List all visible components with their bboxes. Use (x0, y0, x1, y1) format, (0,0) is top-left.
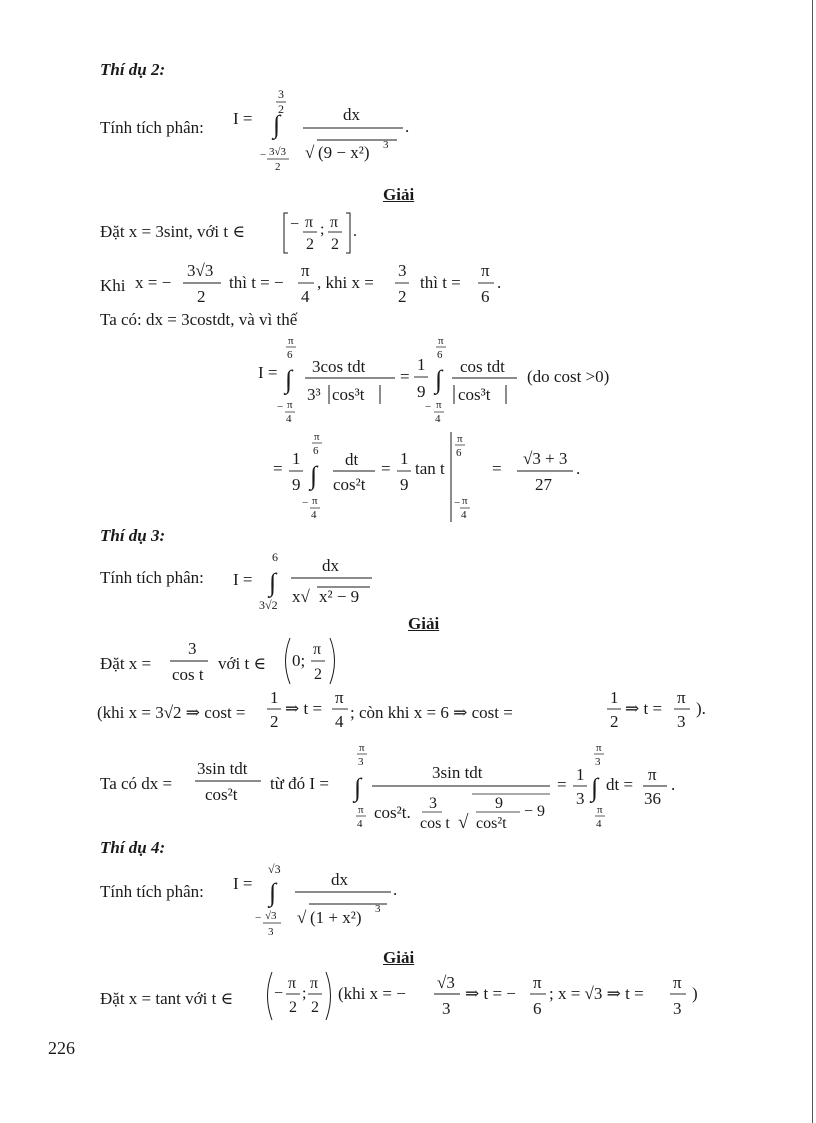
svg-text:.: . (393, 880, 398, 899)
example-2-note: (do cost >0) (527, 367, 610, 386)
svg-text:9: 9 (400, 475, 409, 494)
svg-text:x√: x√ (292, 587, 310, 606)
svg-text:π: π (597, 804, 603, 816)
svg-text:0;: 0; (292, 651, 306, 670)
svg-text:π: π (596, 742, 602, 754)
svg-text:2: 2 (314, 666, 322, 683)
svg-text:cos²t: cos²t (205, 785, 238, 804)
example-2-substitution: Đặt x = 3sint, với t ∈ (100, 222, 245, 241)
example-2-khi: Khi (100, 276, 126, 295)
svg-text:3: 3 (358, 756, 364, 768)
svg-text:−: − (277, 401, 284, 413)
svg-text:6: 6 (437, 349, 443, 361)
svg-text:−: − (260, 149, 267, 161)
svg-text:π: π (330, 214, 339, 231)
svg-text:∫: ∫ (273, 110, 281, 139)
svg-text:π: π (673, 973, 682, 992)
svg-text:π: π (481, 261, 490, 280)
example-4-interval-line (262, 968, 712, 1024)
svg-text:3: 3 (673, 999, 682, 1018)
svg-text:I =: I = (233, 109, 253, 128)
svg-text:2: 2 (311, 999, 319, 1016)
svg-text:− 9: − 9 (524, 803, 546, 820)
example-2-solution-title: Giải (383, 185, 415, 204)
svg-text:thì t = −: thì t = − (229, 273, 284, 292)
svg-text:tan t: tan t (415, 459, 445, 478)
example-3-solution-title: Giải (408, 614, 440, 633)
svg-text:): ) (692, 984, 698, 1003)
svg-text:3: 3 (398, 261, 407, 280)
svg-text:∫: ∫ (269, 568, 277, 597)
svg-text:2: 2 (306, 236, 314, 253)
svg-text:=: = (492, 459, 502, 478)
svg-text:cos²t: cos²t (333, 475, 366, 494)
svg-text:π: π (335, 688, 344, 707)
svg-text:π: π (314, 431, 320, 443)
svg-text:π: π (457, 433, 463, 445)
svg-text:3√2: 3√2 (259, 598, 278, 612)
svg-text:π: π (677, 688, 686, 707)
svg-text:3: 3 (429, 795, 437, 812)
svg-text:1: 1 (292, 449, 301, 468)
svg-text:.: . (497, 273, 502, 292)
example-4-task: Tính tích phân: (100, 882, 204, 901)
svg-text:⇒ t =: ⇒ t = (625, 699, 663, 718)
example-3-result-num: π (648, 765, 657, 784)
svg-text:3sin tdt: 3sin tdt (432, 763, 483, 782)
svg-text:√: √ (458, 812, 469, 833)
example-3-khi-1 (265, 685, 355, 740)
svg-text:π: π (358, 804, 364, 816)
example-2-result-den: 27 (535, 475, 552, 494)
svg-text:√: √ (297, 908, 307, 927)
svg-text:√3: √3 (268, 862, 281, 876)
svg-text:3: 3 (383, 139, 389, 151)
svg-text:⇒ t = −: ⇒ t = − (465, 984, 516, 1003)
svg-text:4: 4 (357, 818, 363, 830)
example-3-sub-condition: với t ∈ (218, 654, 267, 673)
svg-text:6: 6 (481, 287, 490, 306)
svg-text:3³: 3³ (307, 385, 321, 404)
page-number: 226 (48, 1038, 75, 1058)
svg-text:−: − (302, 497, 309, 509)
svg-text:2: 2 (275, 161, 281, 173)
example-2-ta-co: Ta có: dx = 3costdt, và vì thế (100, 310, 298, 329)
svg-text:2: 2 (331, 236, 339, 253)
example-2-integral (225, 80, 445, 180)
svg-text:dx: dx (322, 556, 339, 575)
svg-text:4: 4 (596, 818, 602, 830)
svg-text:2: 2 (398, 287, 407, 306)
svg-text:=: = (400, 367, 410, 386)
svg-text:3: 3 (576, 789, 585, 808)
svg-text:dx: dx (343, 105, 360, 124)
svg-text:4: 4 (461, 509, 467, 521)
svg-text:3√3: 3√3 (269, 146, 287, 158)
svg-text:3: 3 (188, 639, 197, 658)
svg-text:3: 3 (442, 999, 451, 1018)
svg-text:dt =: dt = (606, 775, 634, 794)
svg-text:∫: ∫ (269, 878, 277, 907)
svg-text:π: π (313, 641, 322, 658)
example-2-bounds (135, 256, 535, 311)
svg-text:;: ; (320, 221, 325, 238)
svg-text:4: 4 (311, 509, 317, 521)
svg-text:cos t: cos t (172, 665, 204, 684)
svg-text:4: 4 (335, 712, 344, 731)
svg-text:3: 3 (595, 756, 601, 768)
svg-text:).: ). (696, 699, 706, 718)
svg-text:1: 1 (610, 688, 619, 707)
svg-text:6: 6 (533, 999, 542, 1018)
svg-text:x² − 9: x² − 9 (319, 587, 360, 606)
svg-text:2: 2 (289, 999, 297, 1016)
svg-text:dx: dx (331, 870, 348, 889)
svg-text:∫: ∫ (285, 365, 293, 394)
example-3-dx (195, 752, 265, 807)
svg-text:−: − (290, 216, 300, 233)
svg-text:∫: ∫ (435, 365, 443, 394)
svg-text:9: 9 (417, 382, 426, 401)
svg-text:∫: ∫ (591, 773, 599, 802)
svg-text:cos t: cos t (420, 815, 450, 832)
example-2-calc-1 (255, 332, 625, 427)
svg-text:π: π (359, 742, 365, 754)
svg-text:√3: √3 (437, 973, 455, 992)
svg-text:x = −: x = − (135, 273, 172, 292)
svg-text:cos³t: cos³t (332, 385, 365, 404)
svg-text:.: . (671, 775, 676, 794)
example-2-interval (280, 205, 380, 260)
svg-text:6: 6 (456, 447, 462, 459)
example-3-result-den: 36 (644, 789, 661, 808)
svg-text:cos tdt: cos tdt (460, 357, 505, 376)
svg-text:3: 3 (268, 926, 274, 938)
svg-text:=: = (273, 459, 283, 478)
svg-text:∫: ∫ (354, 773, 362, 802)
example-2-task: Tính tích phân: (100, 118, 204, 137)
svg-text:4: 4 (301, 287, 310, 306)
svg-text:I =: I = (258, 363, 278, 382)
svg-text:3√3: 3√3 (187, 261, 214, 280)
svg-text:3: 3 (278, 87, 284, 101)
svg-text:4: 4 (435, 413, 441, 425)
example-3-calc (350, 738, 690, 833)
svg-text:−: − (425, 401, 432, 413)
svg-text:π: π (305, 214, 314, 231)
svg-text:=: = (381, 459, 391, 478)
svg-text:I =: I = (233, 874, 253, 893)
svg-text:; x = √3 ⇒ t =: ; x = √3 ⇒ t = (549, 984, 644, 1003)
example-4-integral (225, 857, 425, 947)
svg-text:π: π (287, 399, 293, 411)
svg-text:−: − (454, 497, 461, 509)
svg-text:9: 9 (495, 795, 503, 812)
example-3-task: Tính tích phân: (100, 568, 204, 587)
svg-text:cos³t: cos³t (458, 385, 491, 404)
svg-text:6: 6 (272, 550, 278, 564)
svg-text:6: 6 (313, 445, 319, 457)
svg-text:;: ; (302, 985, 307, 1002)
svg-text:(1 + x²): (1 + x²) (310, 908, 362, 927)
example-3-khi-line: (khi x = 3√2 ⇒ cost = (97, 703, 246, 722)
svg-text:π: π (438, 335, 444, 347)
example-3-tu-do: từ đó I = (270, 774, 329, 793)
svg-text:cos²t.: cos²t. (374, 803, 411, 822)
svg-text:6: 6 (287, 349, 293, 361)
svg-text:3sin tdt: 3sin tdt (197, 759, 248, 778)
svg-text:1: 1 (270, 688, 279, 707)
svg-text:=: = (557, 775, 567, 794)
example-3-substitution: Đặt x = (100, 654, 152, 673)
svg-text:(9 − x²): (9 − x²) (318, 143, 370, 162)
svg-text:4: 4 (286, 413, 292, 425)
example-4-solution-title: Giải (383, 948, 415, 967)
example-3-interval (280, 634, 350, 689)
svg-text:2: 2 (278, 102, 284, 116)
svg-text:π: π (436, 399, 442, 411)
example-4-khi: (khi x = − (338, 984, 406, 1003)
svg-text:π: π (301, 261, 310, 280)
svg-text:cos²t: cos²t (476, 815, 507, 832)
example-3-khi-2 (600, 685, 720, 740)
svg-text:π: π (288, 335, 294, 347)
svg-text:√3: √3 (265, 910, 277, 922)
svg-text:1: 1 (576, 765, 585, 784)
svg-text:.: . (353, 223, 357, 240)
svg-text:.: . (576, 459, 581, 478)
svg-text:2: 2 (197, 287, 206, 306)
svg-text:2: 2 (610, 712, 619, 731)
svg-text:thì t =: thì t = (420, 273, 461, 292)
example-3-heading: Thí dụ 3: (100, 526, 166, 545)
svg-text:9: 9 (292, 475, 301, 494)
svg-text:−: − (255, 912, 262, 924)
svg-text:∫: ∫ (310, 461, 318, 490)
example-3-integral (225, 545, 395, 615)
svg-text:√: √ (305, 143, 315, 162)
svg-text:⇒ t =: ⇒ t = (285, 699, 323, 718)
svg-text:.: . (405, 117, 410, 136)
svg-text:π: π (312, 495, 318, 507)
example-3-ta-co: Ta có dx = (100, 774, 173, 793)
svg-text:3: 3 (677, 712, 686, 731)
example-4-substitution: Đặt x = tant với t ∈ (100, 989, 234, 1008)
svg-text:π: π (533, 973, 542, 992)
svg-text:π: π (462, 495, 468, 507)
example-2-calc-2 (255, 428, 625, 523)
example-2-heading: Thí dụ 2: (100, 60, 166, 79)
example-3-con-khi: ; còn khi x = 6 ⇒ cost = (350, 703, 513, 722)
svg-text:I =: I = (233, 570, 253, 589)
page-edge-line (812, 0, 813, 1123)
svg-text:1: 1 (400, 449, 409, 468)
svg-text:−: − (274, 985, 284, 1002)
svg-text:π: π (288, 975, 297, 992)
svg-text:3: 3 (375, 903, 381, 915)
svg-text:3cos tdt: 3cos tdt (312, 357, 366, 376)
example-2-result-num: √3 + 3 (523, 449, 568, 468)
svg-text:π: π (310, 975, 319, 992)
svg-text:1: 1 (417, 355, 426, 374)
svg-text:dt: dt (345, 450, 359, 469)
svg-text:, khi x =: , khi x = (317, 273, 374, 292)
svg-text:2: 2 (270, 712, 279, 731)
example-4-heading: Thí dụ 4: (100, 838, 166, 857)
